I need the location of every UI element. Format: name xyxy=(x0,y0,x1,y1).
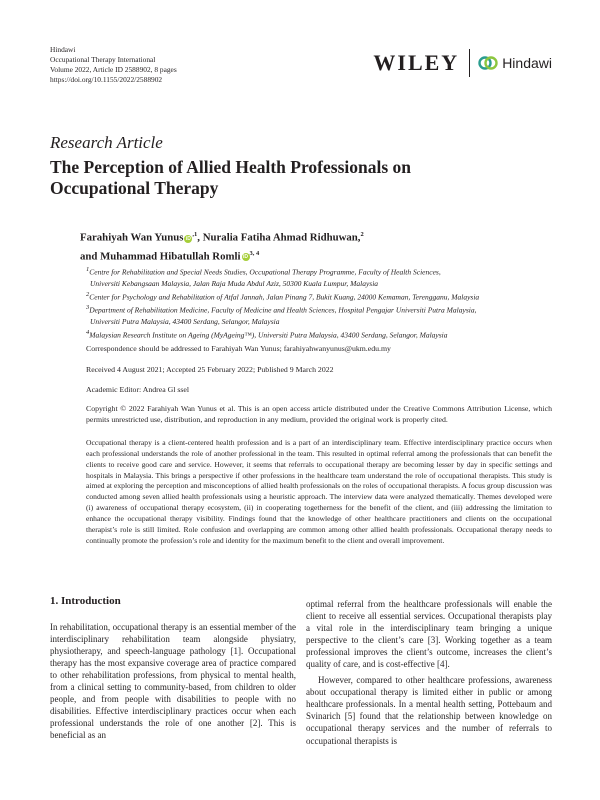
affiliation-item xyxy=(86,327,552,341)
author-name[interactable]: and Muhammad Hibatullah Romli xyxy=(80,250,241,263)
affiliation-text: Department of Rehabilitation Medicine, Faculty of Medicine and Health Sciences, Hospital Pengajar Universiti Putra Malaysia, xyxy=(89,305,477,315)
doi-link[interactable]: https://doi.org/10.1155/2022/2588902 xyxy=(50,75,163,84)
intro-right-column xyxy=(306,598,552,747)
affiliation-text: Universiti Putra Malaysia, 43400 Serdang, Selangor, Malaysia xyxy=(90,316,280,326)
author-name[interactable]: , Nuralia Fatiha Ahmad Ridhuwan, xyxy=(197,231,361,244)
logo-divider xyxy=(469,49,470,77)
intro-left-column xyxy=(50,595,296,742)
author-list xyxy=(80,227,550,264)
author-affil-ref: ,1 xyxy=(192,231,198,238)
affiliation-text: Universiti Kebangsaan Malaysia, Jalan Raja Muda Abdul Aziz, 50300 Kuala Lumpur, Malaysia xyxy=(90,278,379,288)
author-affil-ref: 3, 4 xyxy=(249,249,260,257)
affiliation-item xyxy=(86,289,552,303)
publisher-logos xyxy=(373,48,552,78)
orcid-icon[interactable]: iD xyxy=(185,235,191,242)
hindawi-logo-icon xyxy=(478,53,498,73)
affiliation-item xyxy=(86,264,552,289)
orcid-icon[interactable]: iD xyxy=(243,254,248,261)
body-paragraph: However, compared to other healthcare professions, awareness about occupational therapy is limited either in public or among healthcare professionals. In a mental health setting, Pottebaum and Svinarich [5] found that the relationship between knowledge on occupational therapy services and the number of referrals to occupational therapists is xyxy=(306,675,552,746)
abstract: Occupational therapy is a client-centered health profession and is a part of an interdisciplinary team. Effective interdisciplinary practice occurs when each professional understands the role of another professional in the team. This resulted in optimal referral among the professionals that can benefit the clients to receive good care and service. However, it seems that referrals to occupational therapy are becoming lesser by day in specific settings and hospitals in Malaysia. This brings a perspective if other professions in the healthcare team understand the role of occupational therapists. This study is aimed at exploring the perception and misconceptions of allied health professionals on the roles of occupational therapists. A focus group discussion was conducted among seven allied health professionals using a heuristic approach. The interview data were analyzed thematically. Themes developed were (i) awareness of occupational therapy ecosystem, (ii) in cooperating togetherness for the benefit of the client, and (iii) addressing the limitation to enhance the occupational therapy visibility. Findings found that the knowledge of other healthcare practitioners and clients on the occupational therapist’s role is still limited. Role confusion and overlapping are common among other allied health professionals. Occupational therapy needs to continually promote the profession’s role and identity for the maximum benefit to the client and overall improvement. xyxy=(86,438,552,545)
copyright-notice: Copyright © 2022 Farahiyah Wan Yunus et al. This is an open access article distributed under the Creative Commons Attribution License, which permits unrestricted use, distribution, and reproduction in any medium, provided the original work is properly cited. xyxy=(86,404,552,424)
affiliations xyxy=(86,264,552,340)
article-type: Research Article xyxy=(50,133,163,152)
section-heading: 1. Introduction xyxy=(50,595,121,607)
author-line-2 xyxy=(80,246,550,265)
affiliation-text: Center for Psychology and Rehabilitation of Atfal Jannah, Jalan Pinang 7, Bukit Kuang, 24000 Kemaman, Terengganu, Malaysia xyxy=(89,292,480,301)
article-dates: Received 4 August 2021; Accepted 25 February 2022; Published 9 March 2022 xyxy=(86,365,334,374)
author-affil-ref: 2 xyxy=(360,231,364,238)
affiliation-text: Centre for Rehabilitation and Special Needs Studies, Occupational Therapy Programme, Faculty of Health Sciences, xyxy=(89,267,441,277)
article-title: The Perception of Allied Health Professionals on Occupational Therapy xyxy=(50,157,412,198)
body-paragraph: In rehabilitation, occupational therapy is an essential member of the interdisciplinary rehabilitation team alongside physiatry, physiotherapy, and speech-language pathology [1]. Occupational therapy has the most expansive coverage area of practice compared to other rehabilitation professions, from physical to mental health, from a clinical setting to community-based, from children to older people, and from people with disabilities to people with no disabilities. Effective interdisciplinary practices occur when each professional understands the role of one another [2]. This is beneficial as an xyxy=(50,622,296,741)
journal-name: Occupational Therapy International xyxy=(50,55,156,64)
body-paragraph: optimal referral from the healthcare professionals will enable the client to receive all essential services. Occupational therapists play a vital role in the interdisciplinary team bringing a unique perspective to the client’s care [3]. Working together as a team professional improves the client’s outcome, increases the client’s quality of care, and is cost-effective [4]. xyxy=(306,599,552,670)
author-line-1 xyxy=(80,227,550,246)
affiliation-text: Malaysian Research Institute on Ageing (MyAgeing™), Universiti Putra Malaysia, 43400 Serdang, Selangor, Malaysia xyxy=(89,330,448,339)
affiliation-item xyxy=(86,302,552,327)
affiliation-number: 2 xyxy=(86,290,90,298)
journal-meta xyxy=(50,45,177,85)
correspondence-note: Correspondence should be addressed to Farahiyah Wan Yunus; farahiyahwanyunus@ukm.edu.my xyxy=(86,344,391,353)
publisher-name: Hindawi xyxy=(50,45,76,54)
author-name[interactable]: Farahiyah Wan Yunus xyxy=(80,231,184,244)
volume-info: Volume 2022, Article ID 2588902, 8 pages xyxy=(50,65,177,74)
wiley-logo: WILEY xyxy=(373,50,460,75)
academic-editor: Academic Editor: Andrea Gl ssel xyxy=(86,385,190,394)
affiliation-number: 4 xyxy=(86,328,90,336)
affiliation-number: 1 xyxy=(86,266,90,273)
affiliation-number: 3 xyxy=(86,304,90,311)
hindawi-logo-text: Hindawi xyxy=(502,55,552,71)
